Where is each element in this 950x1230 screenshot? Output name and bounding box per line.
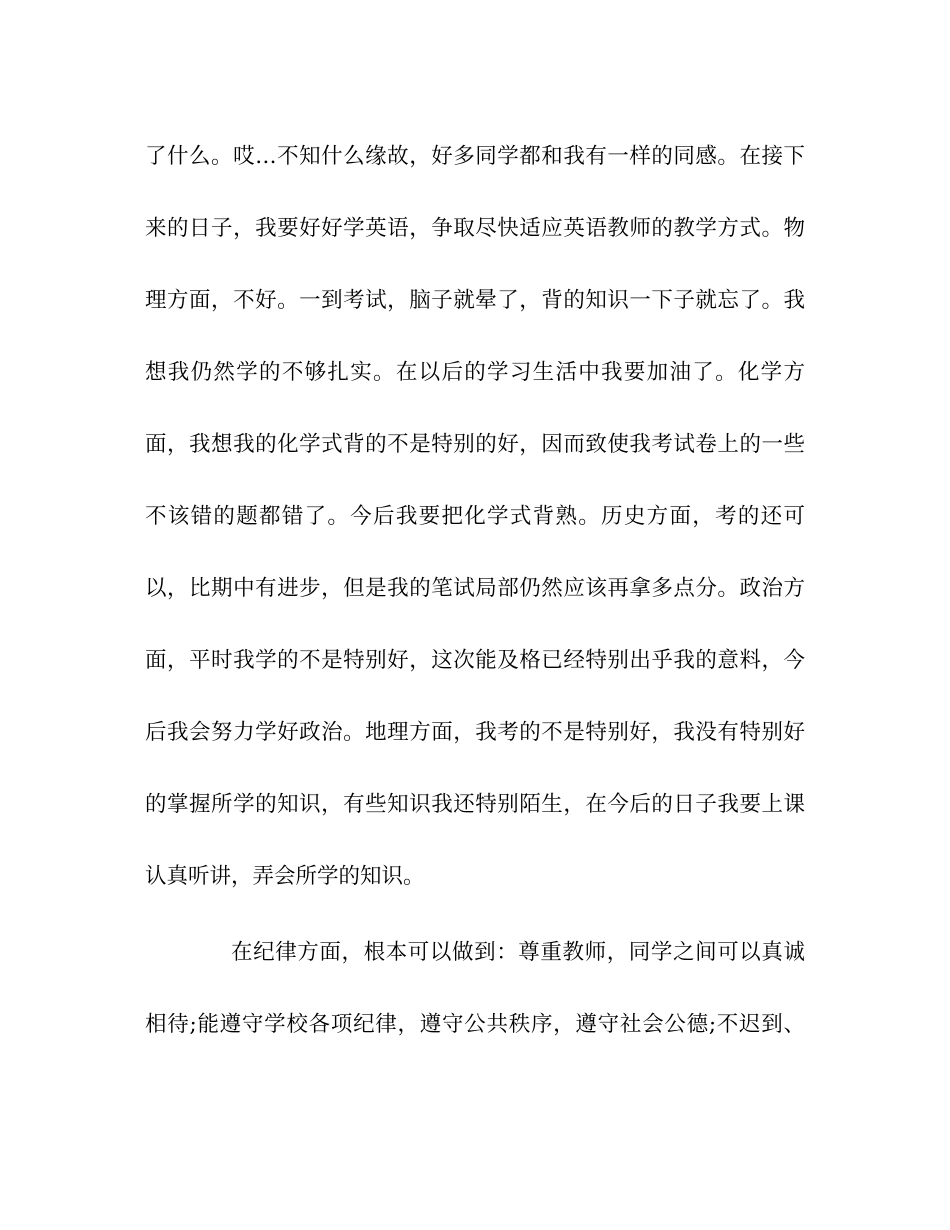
text-line-7: 以，比期中有进步，但是我的笔试局部仍然应该再拿多点分。政治方: [145, 576, 805, 601]
text-line-2: 来的日子，我要好好学英语，争取尽快适应英语教师的教学方式。物: [145, 216, 805, 241]
text-line-1: 了什么。哎…不知什么缘故，好多同学都和我有一样的同感。在接下: [145, 144, 805, 169]
text-line-5: 面，我想我的化学式背的不是特别的好，因而致使我考试卷上的一些: [145, 432, 805, 457]
text-line-3: 理方面，不好。一到考试，脑子就晕了，背的知识一下子就忘了。我: [145, 288, 805, 313]
paragraph-start-line: 在纪律方面，根本可以做到：尊重教师，同学之间可以真诚: [231, 940, 805, 965]
text-line-8: 面，平时我学的不是特别好，这次能及格已经特别出乎我的意料，今: [145, 648, 805, 673]
text-line-4: 想我仍然学的不够扎实。在以后的学习生活中我要加油了。化学方: [145, 360, 805, 385]
text-line-10: 的掌握所学的知识，有些知识我还特别陌生，在今后的日子我要上课: [145, 792, 805, 817]
text-line-6: 不该错的题都错了。今后我要把化学式背熟。历史方面，考的还可: [145, 504, 805, 529]
text-line-11: 认真听讲，弄会所学的知识。: [145, 864, 425, 889]
text-line-9: 后我会努力学好政治。地理方面，我考的不是特别好，我没有特别好: [145, 720, 805, 745]
text-line-13: 相待;能遵守学校各项纪律，遵守公共秩序，遵守社会公德;不迟到、: [145, 1012, 805, 1037]
